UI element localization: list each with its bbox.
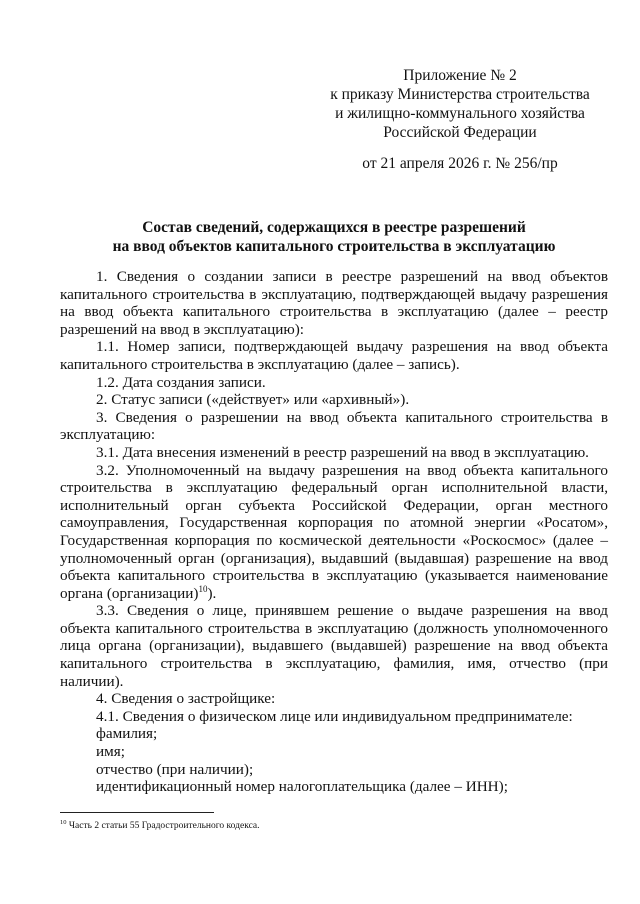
footnote-separator	[60, 812, 214, 813]
paragraph-3-1: 3.1. Дата внесения изменений в реестр разрешений на ввод в эксплуатацию.	[96, 443, 589, 461]
appendix-date-number: от 21 апреля 2026 г. № 256/пр	[362, 155, 558, 172]
paragraph-1: 1. Сведения о создании записи в реестре разрешений на ввод объектов капитального строительства в эксплуатацию, подтверждающей выдачу разрешения на ввод объекта капитального строительства в эксплуатацию (далее – реестр разрешений на ввод в эксплуатацию):	[60, 268, 608, 338]
paragraph-3-3: 3.3. Сведения о лице, принявшем решение о выдаче разрешения на ввод объекта капитального строительства в эксплуатацию (должность уполномоченного лица органа (организации), выдавшего (выдавшей) разрешение на ввод объекта капитального строительства в эксплуатацию, фамилия, имя, отчество (при наличии).	[60, 602, 608, 690]
paragraph-2: 2. Статус записи («действует» или «архивный»).	[96, 391, 410, 409]
footnote-number: 10	[60, 818, 67, 826]
paragraph-3-2-text: 3.2. Уполномоченный на выдачу разрешения на ввод объекта капитального строительства в эксплуатацию федеральный орган исполнительной власти, исполнительный орган субъекта Российской Федерации, орган местного самоуправления, Государственная корпорация по атомной энергии «Росатом», Государственная корпорация по космической деятельности «Роскосмос» (далее – уполномоченный орган (организация), выдавший (выдавшая) разрешение на ввод объекта капитального строительства в эксплуатацию (указывается наименование органа (организации)	[60, 461, 608, 602]
paragraph-4-1: 4.1. Сведения о физическом лице или индивидуальном предпринимателе:	[96, 707, 573, 725]
appendix-ministry: и жилищно-коммунального хозяйства	[335, 105, 585, 122]
footnote	[60, 820, 608, 832]
paragraph-1-2: 1.2. Дата создания записи.	[96, 373, 266, 391]
title-line-1: Состав сведений, содержащихся в реестре разрешений	[142, 219, 526, 236]
document-title	[60, 218, 608, 256]
appendix-header	[300, 66, 620, 173]
title-line-2: на ввод объектов капитального строительства в эксплуатацию	[112, 238, 556, 255]
footnote-text: Часть 2 статьи 55 Градостроительного кодекса.	[66, 821, 260, 831]
field-name: имя;	[96, 743, 125, 761]
footnote-ref-10: 10	[198, 583, 208, 594]
field-inn: идентификационный номер налогоплательщика (далее – ИНН);	[96, 778, 508, 796]
appendix-country: Российской Федерации	[383, 124, 537, 141]
field-patronymic: отчество (при наличии);	[96, 760, 254, 778]
paragraph-1-1: 1.1. Номер записи, подтверждающей выдачу разрешения на ввод объекта капитального строительства в эксплуатацию (далее – запись).	[60, 338, 608, 373]
appendix-number: Приложение № 2	[403, 67, 517, 84]
appendix-order-ref: к приказу Министерства строительства	[330, 86, 590, 103]
paragraph-3-2	[60, 462, 608, 603]
document-body	[60, 268, 608, 796]
paragraph-3: 3. Сведения о разрешении на ввод объекта капитального строительства в эксплуатацию:	[60, 408, 608, 444]
paragraph-3-2-tail: ).	[207, 584, 217, 602]
field-surname: фамилия;	[96, 725, 158, 743]
paragraph-4: 4. Сведения о застройщике:	[96, 690, 276, 708]
